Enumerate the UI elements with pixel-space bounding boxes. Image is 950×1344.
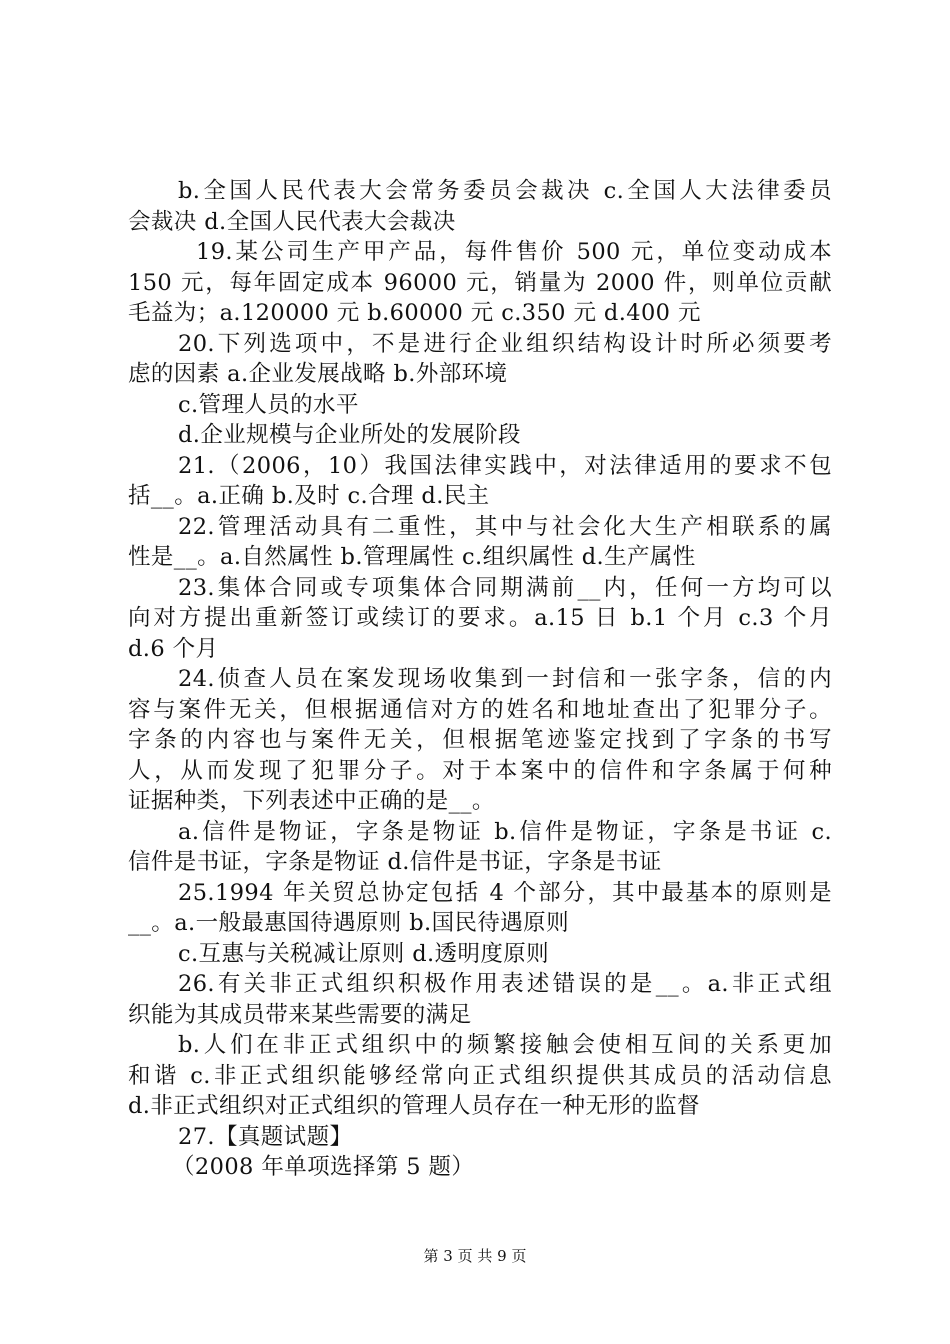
text-line: d.企业规模与企业所处的发展阶段: [178, 422, 521, 448]
text-line: d.非正式组织对正式组织的管理人员存在一种无形的监督: [128, 1093, 700, 1119]
text-line: 字条的内容也与案件无关，但根据笔迹鉴定找到了字条的书写: [128, 727, 832, 753]
text-line: c.管理人员的水平: [178, 391, 359, 418]
text-line: d.6 个月: [128, 635, 219, 662]
text-line: 毛益为；a.120000 元 b.60000 元 c.350 元 d.400 元: [128, 300, 701, 326]
text-line: 20.下列选项中，不是进行企业组织结构设计时所必须要考: [178, 330, 832, 357]
text-line: 24.侦查人员在案发现场收集到一封信和一张字条，信的内: [178, 666, 832, 692]
text-line: 信件是书证，字条是物证 d.信件是书证，字条是书证: [128, 849, 662, 875]
text-line: 织能为其成员带来某些需要的满足: [128, 1001, 472, 1028]
text-line: 22.管理活动具有二重性，其中与社会化大生产相联系的属: [178, 513, 832, 540]
text-line: 25.1994 年关贸总协定包括 4 个部分，其中最基本的原则是: [178, 879, 832, 906]
text-line: 证据种类，下列表述中正确的是__。: [128, 788, 495, 814]
text-line: 21.（2006，10）我国法律实践中，对法律适用的要求不包: [178, 452, 832, 479]
text-line: 人，从而发现了犯罪分子。对于本案中的信件和字条属于何种: [128, 757, 832, 784]
text-line: 27.【真题试题】: [178, 1123, 353, 1150]
text-line: __。a.一般最惠国待遇原则 b.国民待遇原则: [128, 910, 569, 936]
text-line: 括__。a.正确 b.及时 c.合理 d.民主: [128, 483, 490, 509]
text-line: 26.有关非正式组织积极作用表述错误的是__。a.非正式组: [178, 971, 832, 997]
text-line: b.人们在非正式组织中的频繁接触会使相互间的关系更加: [178, 1032, 832, 1058]
text-line: 容与案件无关，但根据通信对方的姓名和地址查出了犯罪分子。: [128, 696, 832, 723]
text-line: 会裁决 d.全国人民代表大会裁决: [128, 208, 456, 235]
text-line: b.全国人民代表大会常务委员会裁决 c.全国人大法律委员: [178, 178, 832, 204]
document-body: [128, 176, 832, 1183]
page-footer: 第 3 页 共 9 页: [423, 1247, 527, 1265]
text-line: a.信件是物证，字条是物证 b.信件是物证，字条是书证 c.: [178, 818, 832, 845]
text-line: 和谐 c.非正式组织能够经常向正式组织提供其成员的活动信息: [128, 1062, 832, 1089]
text-line: c.互惠与关税减让原则 d.透明度原则: [178, 940, 550, 967]
text-line: 19.某公司生产甲产品，每件售价 500 元，单位变动成本: [196, 239, 832, 265]
text-line: （2008 年单项选择第 5 题）: [172, 1154, 475, 1180]
text-line: 150 元，每年固定成本 96000 元，销量为 2000 件，则单位贡献: [128, 269, 832, 296]
text-line: 23.集体合同或专项集体合同期满前__内，任何一方均可以: [178, 574, 832, 601]
text-line: 向对方提出重新签订或续订的要求。a.15 日 b.1 个月 c.3 个月: [128, 605, 832, 631]
text-line: 虑的因素 a.企业发展战略 b.外部环境: [128, 361, 508, 387]
text-line: 性是__。a.自然属性 b.管理属性 c.组织属性 d.生产属性: [128, 544, 696, 570]
